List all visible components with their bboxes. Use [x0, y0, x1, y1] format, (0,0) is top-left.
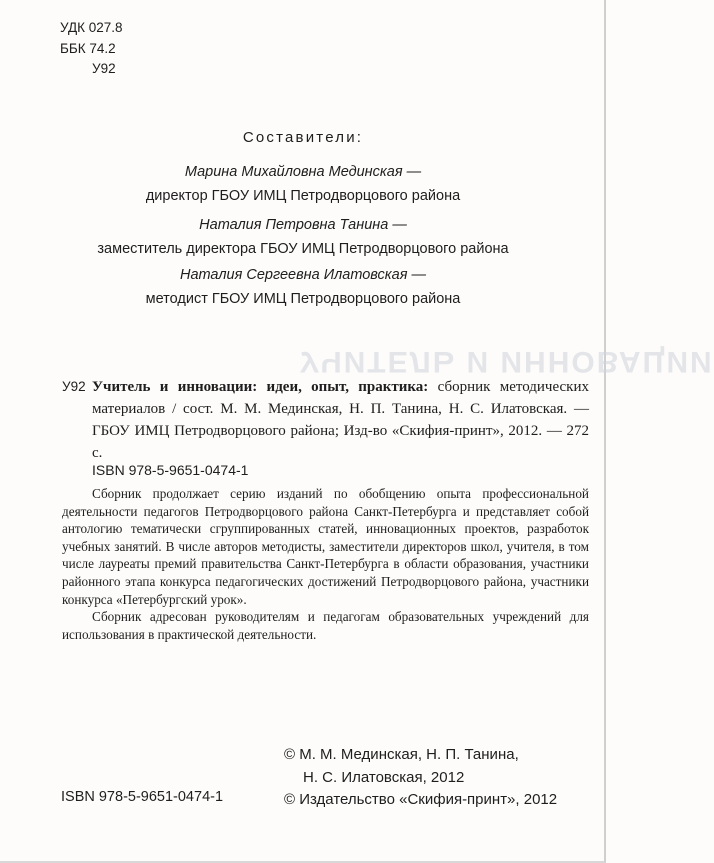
show-through-text: УЧИТЕЛЬ И ИННОВАЦИИ [300, 345, 714, 378]
annotation-paragraph: Сборник продолжает серию изданий по обобщению опыта профессиональной деятельности педагогов Петродворцового района Санкт-Петербурга и представляет собой антологию тематически сгруппированных статей, инновационных проектов, разработок учебных занятий. В числе авторов методисты, заместители директоров школ, учителя, в том числе лауреаты премий правительства Санкт-Петербурга в области образования, участники районного этапа конкурса педагогических достижений Петродворцового района, участники конкурса «Петербургский урок». [62, 486, 589, 607]
biblio-text [62, 376, 589, 464]
isbn: ISBN 978-5-9651-0474-1 [92, 462, 249, 478]
compiler-1 [0, 160, 606, 208]
isbn-bottom: ISBN 978-5-9651-0474-1 [61, 789, 224, 805]
copyright-line: © Издательство «Скифия-принт», 2012 [284, 791, 558, 808]
compiler-2 [0, 213, 606, 261]
compiler-role: директор ГБОУ ИМЦ Петродворцового района [145, 188, 461, 204]
compiler-role: заместитель директора ГБОУ ИМЦ Петродворцового района [97, 241, 509, 257]
copyright-line: Н. С. Илатовская, 2012 [303, 768, 465, 786]
bbk-code: ББК 74.2 [60, 40, 116, 56]
classification-codes [60, 18, 123, 80]
compiler-3 [0, 263, 606, 311]
copyright-line: © М. М. Мединская, Н. П. Танина, [284, 746, 519, 763]
bibliographic-record [62, 376, 589, 464]
compiler-name: Марина Михайловна Мединская — [184, 164, 422, 180]
udk-code: УДК 027.8 [60, 20, 123, 35]
copyright-block [284, 744, 557, 812]
annotation [62, 485, 589, 643]
biblio-description: сборник методических материалов / сост. М. М. Мединская, Н. П. Танина, Н. С. Илатовская. — ГБОУ ИМЦ Петродворцового района; Изд-во «Скифия-принт», 2012. — 272 с. [92, 379, 589, 461]
book-title: Учитель и инновации: идеи, опыт, практика: [92, 379, 429, 395]
annotation-paragraph: Сборник адресован руководителям и педагогам образовательных учреждений для использования в практической деятельности. [62, 609, 589, 642]
compiler-name: Наталия Сергеевна Илатовская — [179, 267, 426, 283]
author-mark: У92 [92, 61, 116, 76]
compiler-role: методист ГБОУ ИМЦ Петродворцового района [145, 291, 461, 307]
compiler-name: Наталия Петровна Танина — [199, 217, 407, 233]
biblio-code: У92 [62, 379, 86, 394]
compilers-heading: Составители: [242, 129, 364, 146]
